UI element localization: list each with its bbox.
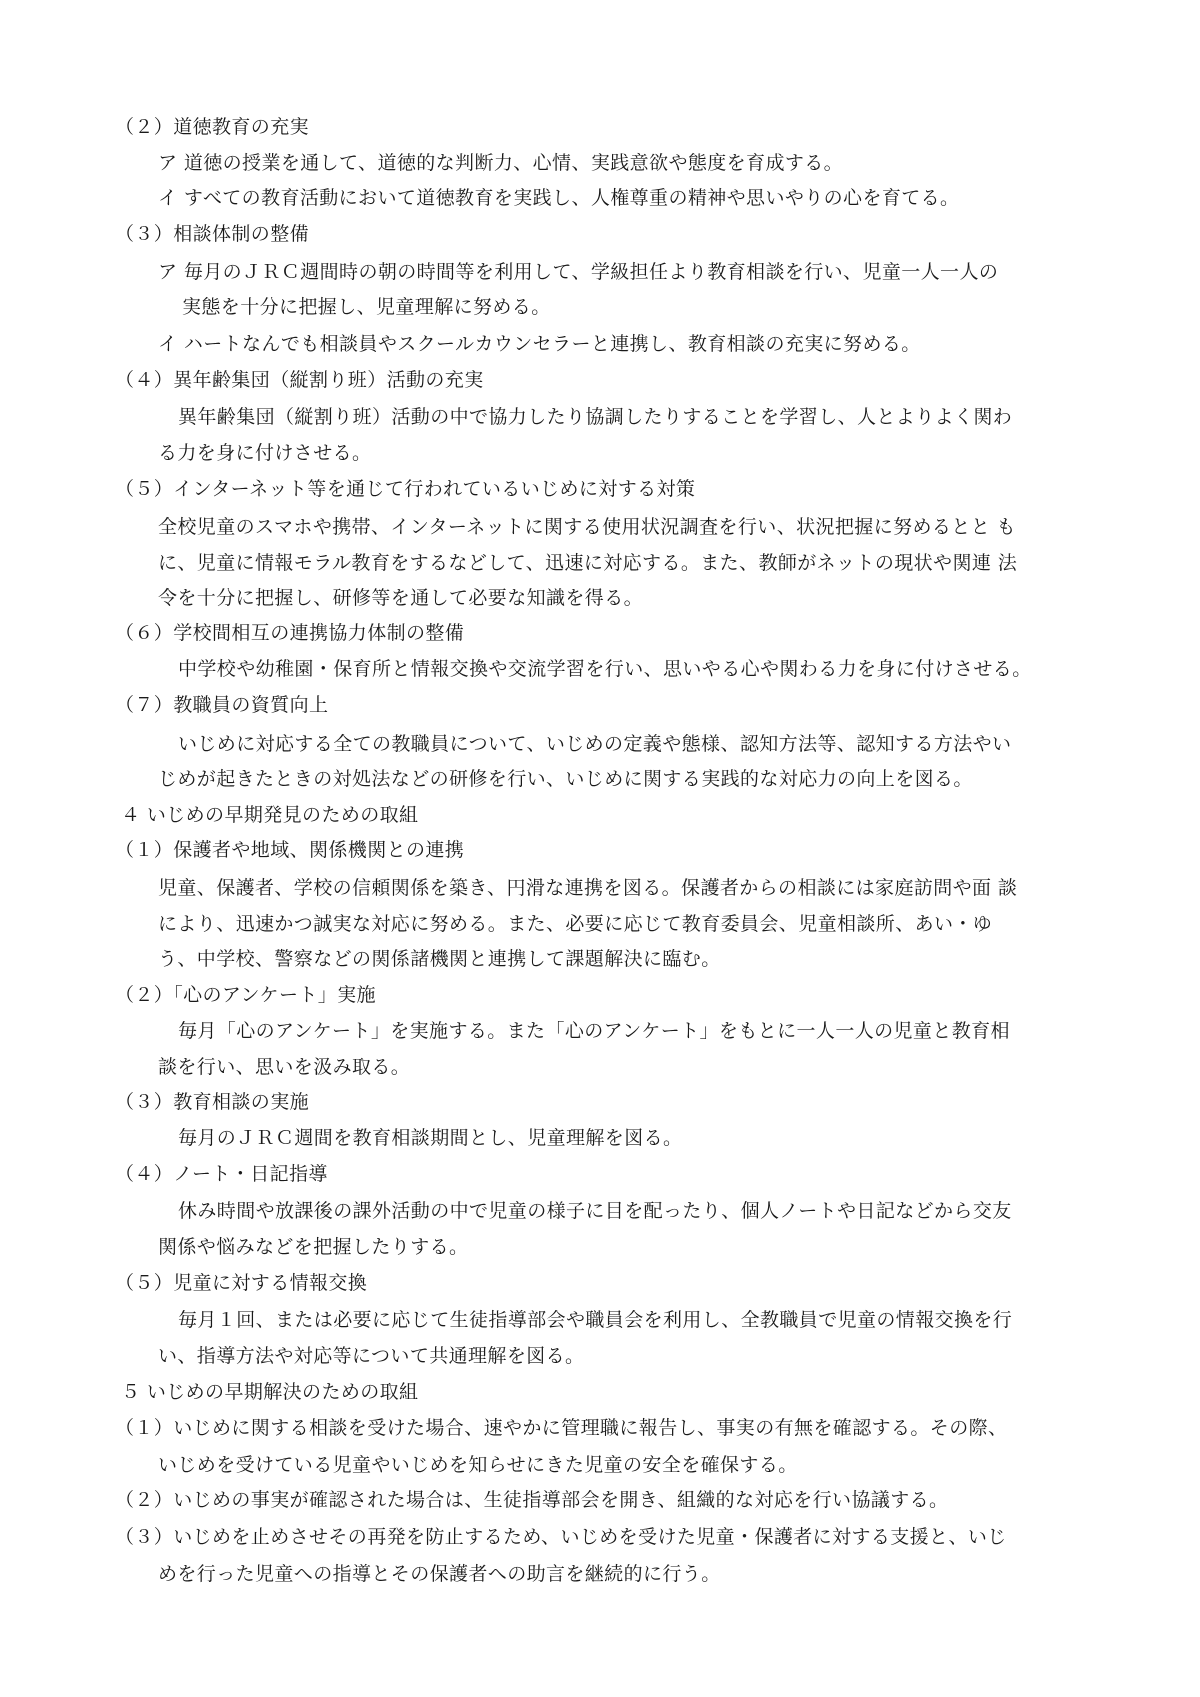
paragraph-line: 談を行い、思いを汲み取る。 [158, 1056, 411, 1078]
section-heading: （３）教育相談の実施 [115, 1091, 310, 1113]
numbered-item: （２）いじめの事実が確認された場合は、生徒指導部会を開き、組織的な対応を行い協議する。 [115, 1489, 949, 1511]
paragraph-line: いじめに対応する全ての教職員について、いじめの定義や態様、認知方法等、認知する方法やい [178, 733, 1012, 755]
paragraph-line: 全校児童のスマホや携帯、インターネットに関する使用状況調査を行い、状況把握に努めるとと も [158, 516, 1016, 538]
section-heading: （２）「心のアンケート」実施 [115, 984, 376, 1006]
numbered-item: （１）いじめに関する相談を受けた場合、速やかに管理職に報告し、事実の有無を確認する。その際、 [115, 1417, 1008, 1439]
paragraph-line: る力を身に付けさせる。 [158, 442, 372, 464]
section-heading: （３）相談体制の整備 [115, 223, 310, 245]
paragraph-line: 異年齢集団（縦割り班）活動の中で協力したり協調したりすることを学習し、人とよりよく関わ [178, 406, 1013, 428]
section-heading: （６）学校間相互の連携協力体制の整備 [115, 622, 465, 644]
paragraph-line: じめが起きたときの対処法などの研修を行い、いじめに関する実践的な対応力の向上を図る。 [158, 768, 973, 790]
section-heading: （５）児童に対する情報交換 [115, 1272, 368, 1294]
section-heading: （１）保護者や地域、関係機関との連携 [115, 839, 465, 861]
paragraph-line: に、児童に情報モラル教育をするなどして、迅速に対応する。また、教師がネットの現状や関連 法 [158, 552, 1018, 574]
list-item: ア 毎月のＪＲＣ週間時の朝の時間等を利用して、学級担任より教育相談を行い、児童一人一人の [158, 261, 999, 283]
numbered-item-continuation: めを行った児童への指導とその保護者への助言を継続的に行う。 [158, 1563, 721, 1585]
paragraph-line: 児童、保護者、学校の信頼関係を築き、円滑な連携を図る。保護者からの相談には家庭訪問や面 談 [158, 877, 1018, 899]
list-item-continuation: 実態を十分に把握し、児童理解に努める。 [182, 296, 551, 318]
numbered-item-continuation: いじめを受けている児童やいじめを知らせにきた児童の安全を確保する。 [158, 1454, 798, 1476]
paragraph-line: 令を十分に把握し、研修等を通して必要な知識を得る。 [158, 587, 644, 609]
paragraph-line: 中学校や幼稚園・保育所と情報交換や交流学習を行い、思いやる心や関わる力を身に付けさせる。 [178, 658, 1032, 680]
chapter-heading: ４ いじめの早期発見のための取組 [121, 804, 419, 826]
paragraph-line: い、指導方法や対応等について共通理解を図る。 [158, 1345, 585, 1367]
paragraph-line: 毎月「心のアンケート」を実施する。また「心のアンケート」をもとに一人一人の児童と教育相 [178, 1020, 1010, 1042]
paragraph-line: 毎月１回、または必要に応じて生徒指導部会や職員会を利用し、全教職員で児童の情報交換を行 [178, 1309, 1013, 1331]
section-heading: （５）インターネット等を通じて行われているいじめに対する対策 [115, 478, 696, 500]
paragraph-line: 関係や悩みなどを把握したりする。 [158, 1236, 469, 1258]
section-heading: （４）ノート・日記指導 [115, 1163, 328, 1185]
paragraph-line: により、迅速かつ誠実な対応に努める。また、必要に応じて教育委員会、児童相談所、あい・ゆ [158, 913, 993, 935]
numbered-item: （３）いじめを止めさせその再発を防止するため、いじめを受けた児童・保護者に対する支援と、いじ [115, 1526, 1007, 1548]
paragraph-line: 休み時間や放課後の課外活動の中で児童の様子に目を配ったり、個人ノートや日記などから交友 [178, 1200, 1012, 1222]
list-item: イ ハートなんでも相談員やスクールカウンセラーと連携し、教育相談の充実に努める。 [158, 333, 921, 355]
section-heading: （２）道徳教育の充実 [115, 116, 310, 138]
section-heading: （７）教職員の資質向上 [115, 694, 329, 716]
list-item: イ すべての教育活動において道徳教育を実践し、人権尊重の精神や思いやりの心を育てる。 [158, 187, 960, 209]
paragraph-line: 毎月のＪＲＣ週間を教育相談期間とし、児童理解を図る。 [178, 1127, 683, 1149]
list-item: ア 道徳の授業を通して、道徳的な判断力、心情、実践意欲や態度を育成する。 [158, 152, 844, 174]
paragraph-line: う、中学校、警察などの関係諸機関と連携して課題解決に臨む。 [158, 948, 721, 970]
section-heading: （４）異年齢集団（縦割り班）活動の充実 [115, 369, 484, 391]
chapter-heading: ５ いじめの早期解決のための取組 [121, 1381, 419, 1403]
